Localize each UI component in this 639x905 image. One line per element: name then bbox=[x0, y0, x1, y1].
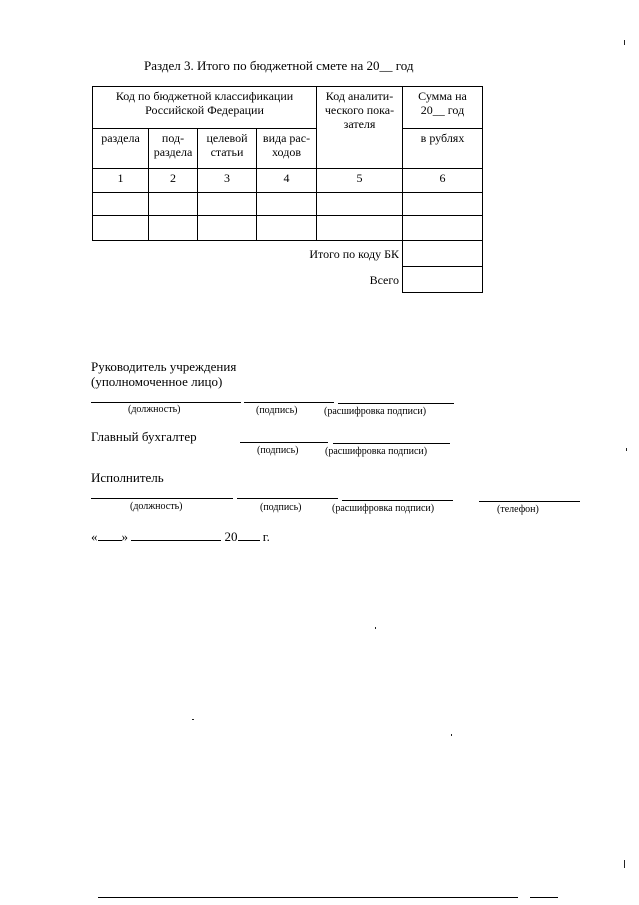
table-cell bbox=[149, 216, 198, 241]
table-cell bbox=[403, 216, 483, 241]
date-month-blank bbox=[131, 540, 221, 541]
chief-signature-caption: (подпись) bbox=[257, 445, 299, 456]
subheader-expense-type: вида рас-ходов bbox=[257, 129, 317, 169]
header-sum: Сумма на 20__ год bbox=[403, 87, 483, 129]
date-close-quote: » bbox=[121, 529, 128, 544]
table-cell bbox=[257, 193, 317, 216]
scan-mark bbox=[624, 40, 625, 45]
scan-mark bbox=[626, 448, 627, 451]
total-bk-value bbox=[403, 241, 483, 267]
header-bk-classification: Код по бюджетной классификации Российской Федерации bbox=[93, 87, 317, 129]
table-cell bbox=[149, 193, 198, 216]
executor-decode-line bbox=[342, 500, 453, 501]
budget-total-table bbox=[92, 86, 483, 293]
section-title: Раздел 3. Итого по бюджетной смете на 20__ год bbox=[144, 58, 414, 73]
subheader-rubles: в рублях bbox=[403, 129, 483, 169]
subheader-section: раздела bbox=[93, 129, 149, 169]
col-number: 6 bbox=[403, 169, 483, 193]
date-year-suffix: г. bbox=[262, 529, 270, 544]
head-position-caption: (должность) bbox=[128, 404, 181, 415]
subheader-target: целевой статьи bbox=[198, 129, 257, 169]
head-subtitle: (уполномоченное лицо) bbox=[91, 374, 223, 389]
col-number: 2 bbox=[149, 169, 198, 193]
scan-bottom-edge bbox=[530, 897, 558, 898]
chief-decode-caption: (расшифровка подписи) bbox=[325, 446, 428, 457]
chief-decode-line bbox=[333, 443, 450, 444]
head-position-line bbox=[91, 402, 241, 403]
col-number: 5 bbox=[317, 169, 403, 193]
head-decode-line bbox=[338, 403, 454, 404]
head-decode-caption: (расшифровка подписи) bbox=[324, 406, 427, 417]
table-cell bbox=[317, 216, 403, 241]
head-signature-line bbox=[244, 402, 334, 403]
executor-position-caption: (должность) bbox=[130, 501, 183, 512]
total-bk-label: Итого по коду БК bbox=[309, 246, 399, 261]
executor-phone-caption: (телефон) bbox=[497, 504, 539, 515]
table-cell bbox=[403, 193, 483, 216]
table-cell bbox=[317, 193, 403, 216]
chief-signature-line bbox=[240, 442, 328, 443]
date-open-quote: « bbox=[91, 529, 98, 544]
table-cell bbox=[93, 193, 149, 216]
scan-mark bbox=[192, 719, 194, 720]
executor-label: Исполнитель bbox=[91, 470, 164, 485]
executor-position-line bbox=[91, 498, 233, 499]
col-number: 1 bbox=[93, 169, 149, 193]
table-row bbox=[93, 216, 483, 241]
table-row bbox=[93, 193, 483, 216]
scan-bottom-edge bbox=[98, 897, 518, 898]
header-analytic-code: Код аналити-ческого пока-зателя bbox=[317, 87, 403, 169]
head-title: Руководитель учреждения bbox=[91, 359, 237, 374]
total-label: Всего bbox=[369, 272, 399, 287]
subheader-subsection: под-раздела bbox=[149, 129, 198, 169]
executor-signature-line bbox=[237, 498, 338, 499]
executor-signature-caption: (подпись) bbox=[260, 502, 302, 513]
col-number: 3 bbox=[198, 169, 257, 193]
scan-mark bbox=[451, 734, 452, 736]
col-number: 4 bbox=[257, 169, 317, 193]
date-line bbox=[91, 529, 270, 545]
head-signature-caption: (подпись) bbox=[256, 405, 298, 416]
table-cell bbox=[93, 216, 149, 241]
executor-phone-line bbox=[479, 501, 580, 502]
table-cell bbox=[198, 216, 257, 241]
scan-mark bbox=[624, 860, 625, 868]
date-day-blank bbox=[98, 540, 122, 541]
date-year-prefix: 20 bbox=[224, 529, 238, 544]
date-year-blank bbox=[238, 540, 260, 541]
chief-accountant-label: Главный бухгалтер bbox=[91, 429, 197, 444]
total-value bbox=[403, 267, 483, 293]
executor-decode-caption: (расшифровка подписи) bbox=[332, 503, 435, 514]
scan-mark bbox=[375, 627, 376, 629]
table-cell bbox=[257, 216, 317, 241]
table-cell bbox=[198, 193, 257, 216]
